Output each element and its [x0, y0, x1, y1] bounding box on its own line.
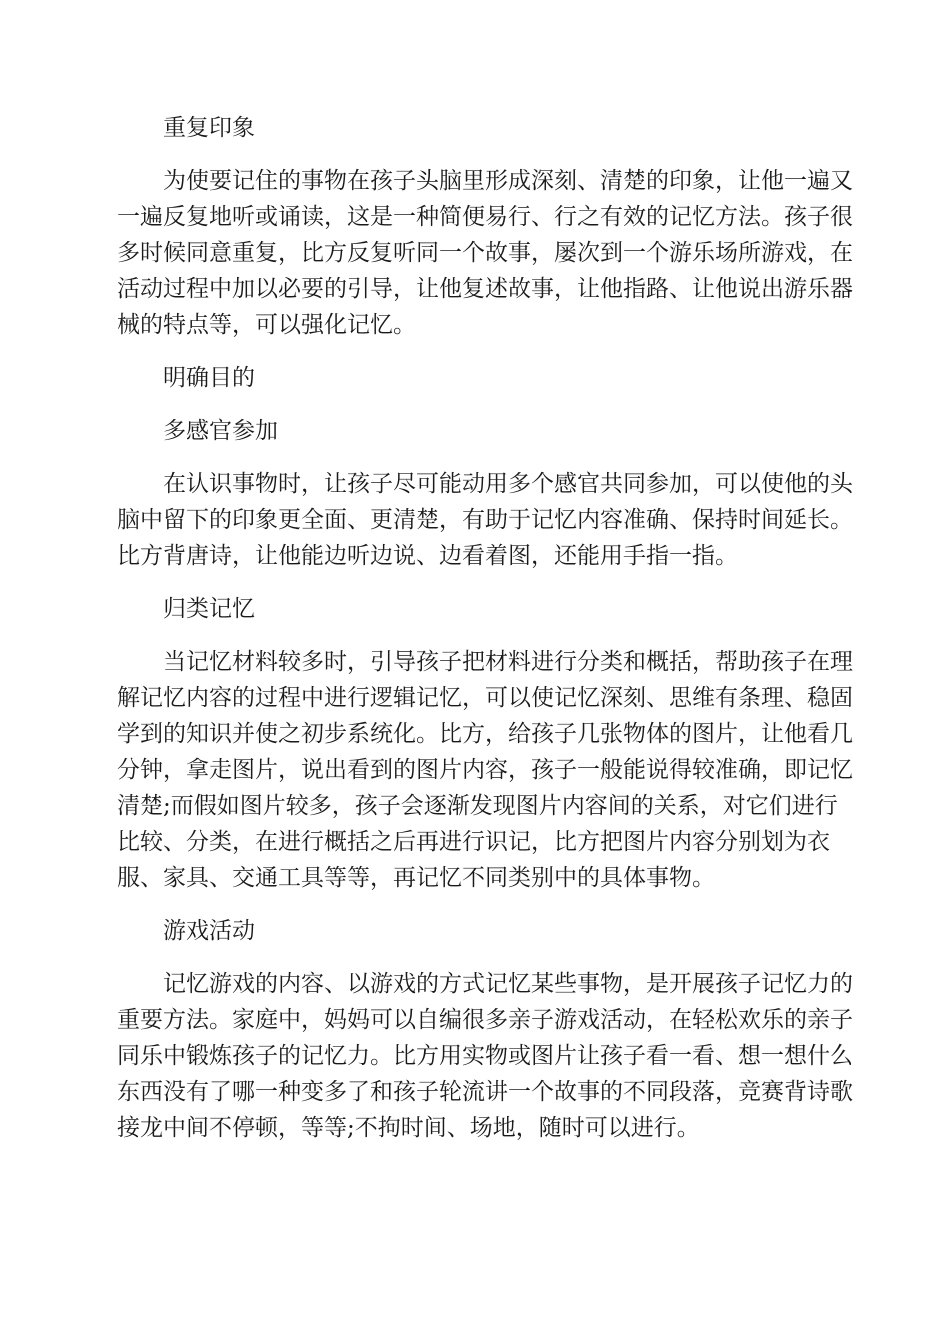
paragraph-line: 多时候同意重复，比方反复听同一个故事，屡次到一个游乐场所游戏，在	[117, 240, 853, 266]
document-body	[117, 110, 853, 1163]
paragraph-line: 同乐中锻炼孩子的记忆力。比方用实物或图片让孩子看一看、想一想什么	[117, 1043, 853, 1069]
paragraph-line: 脑中留下的印象更全面、更清楚，有助于记忆内容准确、保持时间延长。	[117, 507, 853, 533]
paragraph-line: 清楚;而假如图片较多，孩子会逐渐发现图片内容间的关系，对它们进行	[117, 793, 838, 819]
paragraph-line: 学到的知识并使之初步系统化。比方，给孩子几张物体的图片，让他看几	[117, 721, 853, 747]
paragraph-line: 记忆游戏的内容、以游戏的方式记忆某些事物，是开展孩子记忆力的	[163, 971, 853, 997]
paragraph-line: 分钟，拿走图片，说出看到的图片内容，孩子一般能说得较准确，即记忆	[117, 757, 853, 783]
paragraph-line: 接龙中间不停顿，等等;不拘时间、场地，随时可以进行。	[117, 1115, 700, 1141]
section-paragraph	[117, 966, 853, 1146]
paragraph-line: 一遍反复地听或诵读，这是一种简便易行、行之有效的记忆方法。孩子很	[117, 204, 853, 230]
section-heading: 明确目的	[163, 365, 255, 391]
paragraph-line: 比较、分类，在进行概括之后再进行识记，比方把图片内容分别划为衣	[117, 829, 830, 855]
paragraph-line: 服、家具、交通工具等等，再记忆不同类别中的具体事物。	[117, 865, 715, 891]
section-heading: 多感官参加	[163, 418, 278, 444]
paragraph-line: 在认识事物时，让孩子尽可能动用多个感官共同参加，可以使他的头	[163, 471, 853, 497]
paragraph-line: 东西没有了哪一种变多了和孩子轮流讲一个故事的不同段落，竞赛背诗歌	[117, 1079, 853, 1105]
section-heading: 重复印象	[163, 115, 255, 141]
paragraph-line: 械的特点等，可以强化记忆。	[117, 312, 416, 338]
section-paragraph	[117, 163, 853, 343]
paragraph-line: 活动过程中加以必要的引导，让他复述故事，让他指路、让他说出游乐器	[117, 276, 853, 302]
section-paragraph	[117, 644, 853, 896]
section-heading: 归类记忆	[163, 596, 255, 622]
paragraph-line: 当记忆材料较多时，引导孩子把材料进行分类和概括，帮助孩子在理	[163, 649, 853, 675]
section-heading: 游戏活动	[163, 918, 255, 944]
section-paragraph	[117, 466, 853, 574]
paragraph-line: 为使要记住的事物在孩子头脑里形成深刻、清楚的印象，让他一遍又	[163, 168, 853, 194]
paragraph-line: 比方背唐诗，让他能边听边说、边看着图，还能用手指一指。	[117, 543, 738, 569]
paragraph-line: 重要方法。家庭中，妈妈可以自编很多亲子游戏活动，在轻松欢乐的亲子	[117, 1007, 853, 1033]
paragraph-line: 解记忆内容的过程中进行逻辑记忆，可以使记忆深刻、思维有条理、稳固	[117, 685, 853, 711]
